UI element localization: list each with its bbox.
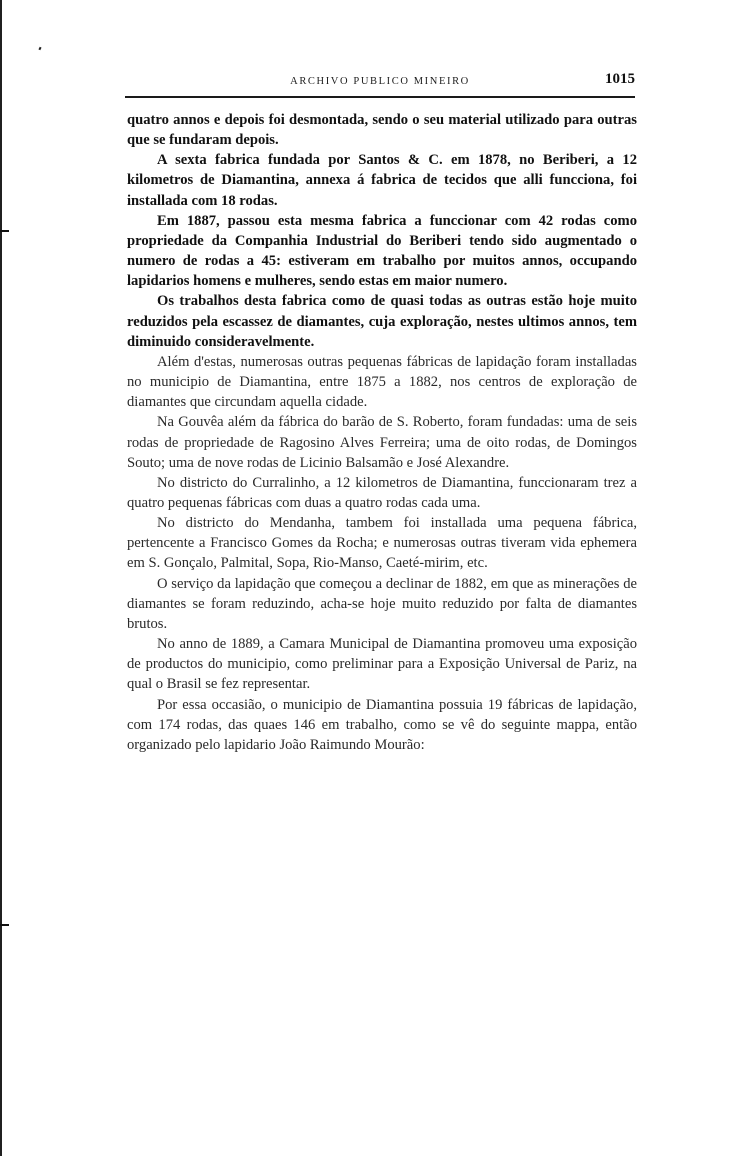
scan-left-edge (0, 0, 2, 1156)
scan-margin-mark (0, 230, 9, 232)
header-rule (125, 96, 635, 98)
paragraph-6: Na Gouvêa além da fábrica do barão de S. Roberto, foram fundadas: uma de seis rodas de propriedade de Ragosino Alves Ferreira; uma de oito rodas, de Domingos Souto; uma de nove rodas de Licinio Balsamão e José Alexandre. (127, 414, 637, 471)
running-title: ARCHIVO PUBLICO MINEIRO (290, 76, 470, 87)
paragraph-11: Por essa occasião, o municipio de Diamantina possuia 19 fábricas de lapidação, com 174 rodas, das quaes 146 em trabalho, como se vê do seguinte mappa, então organizado pelo lapidario João Raimundo Mourão: (127, 696, 637, 753)
paragraph-3: Em 1887, passou esta mesma fabrica a funccionar com 42 rodas como propriedade da Companhia Industrial do Beriberi tendo sido augmentado o numero de rodas a 45: estiveram em trabalho por muitos annos, occupando lapidarios homens e mulheres, sendo estas em maior numero. (127, 212, 637, 290)
paragraph-7: No districto do Curralinho, a 12 kilometros de Diamantina, funccionaram trez a quatro pequenas fábricas com duas a quatro rodas cada uma. (127, 474, 637, 511)
page-number: 1015 (605, 71, 635, 87)
paragraph-1: quatro annos e depois foi desmontada, sendo o seu material utilizado para outras que se fundaram depois. (127, 112, 637, 149)
body-text (127, 110, 637, 755)
page-header (125, 66, 635, 98)
paragraph-9: O serviço da lapidação que começou a declinar de 1882, em que as minerações de diamantes se foram reduzindo, acha-se hoje muito reduzido por falta de diamantes brutos. (127, 575, 637, 632)
paragraph-10: No anno de 1889, a Camara Municipal de Diamantina promoveu uma exposição de productos do municipio, como preliminar para a Exposição Universal de Pariz, na qual o Brasil se fez representar. (127, 636, 637, 693)
paragraph-8: No districto do Mendanha, tambem foi installada uma pequena fábrica, pertencente a Francisco Gomes da Rocha; e numerosas outras tiveram vida ephemera em S. Gonçalo, Palmital, Sopa, Rio-Manso, Caeté-mirim, etc. (127, 515, 637, 572)
paragraph-2: A sexta fabrica fundada por Santos & C. em 1878, no Beriberi, a 12 kilometros de Diamantina, annexa á fabrica de tecidos que alli funcciona, foi installada com 18 rodas. (127, 152, 637, 209)
ink-speck (38, 47, 41, 51)
scan-margin-mark (0, 924, 9, 926)
paragraph-4: Os trabalhos desta fabrica como de quasi todas as outras estão hoje muito reduzidos pela escassez de diamantes, cuja exploração, nestes ultimos annos, tem diminuido consideravelmente. (127, 293, 637, 350)
paragraph-5: Além d'estas, numerosas outras pequenas fábricas de lapidação foram installadas no municipio de Diamantina, entre 1875 a 1882, nos centros de exploração de diamantes que circundam aquella cidade. (127, 353, 637, 411)
